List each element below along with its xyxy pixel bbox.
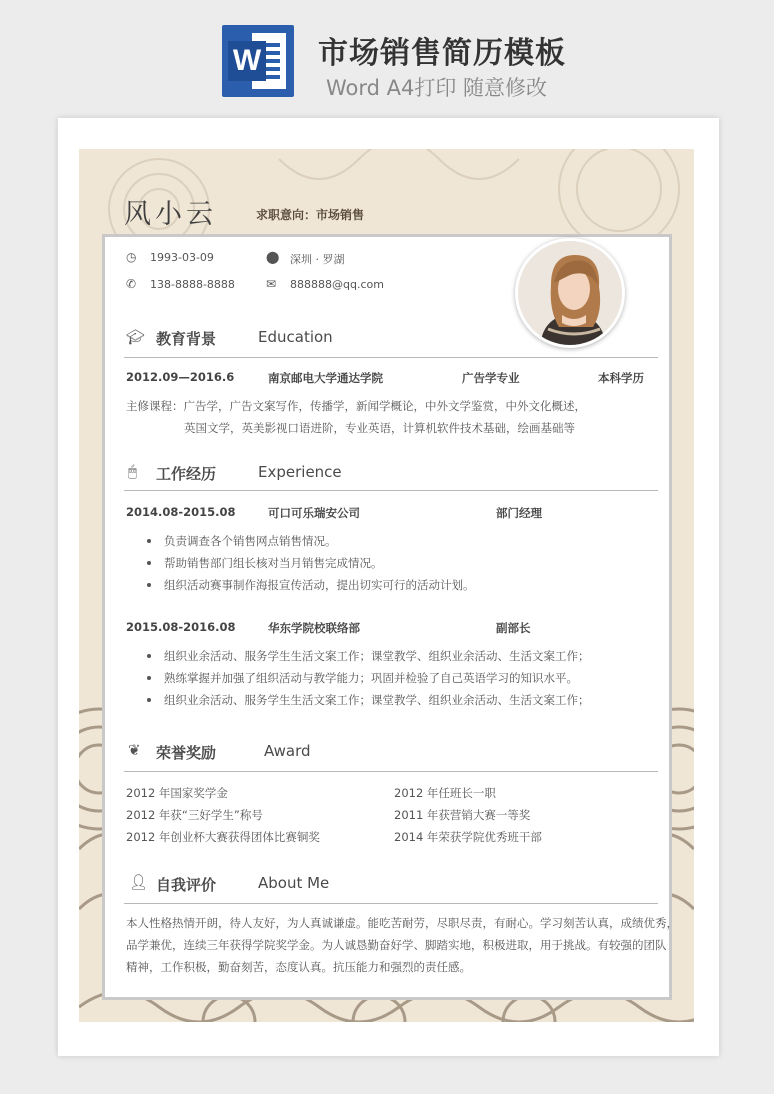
award-divider — [124, 771, 658, 772]
banner-subtitle: Word A4打印 随意修改 — [326, 76, 548, 100]
phone: ✆ 138-8888-8888 — [126, 277, 235, 291]
experience-title-en: Experience — [258, 463, 342, 481]
award-left-1: 2012 年国家奖学金 — [126, 786, 228, 800]
bullet — [147, 676, 151, 680]
template-banner — [0, 0, 774, 110]
award-title-cn: 荣誉奖励 — [156, 744, 217, 762]
about-divider — [124, 903, 658, 904]
word-logo-letter: W — [228, 41, 266, 81]
education-title-en: Education — [258, 328, 333, 346]
word-logo-icon — [222, 25, 294, 97]
about-line-3: 精神，工作积极，勤奋刻苦，态度认真。抗压能力和强烈的责任感。 — [126, 960, 471, 974]
education-courses-line2: 英国文学，英美影视口语进阶，专业英语，计算机软件技术基础，绘画基础等 — [184, 421, 575, 435]
job-intent: 求职意向：市场销售 — [256, 208, 365, 222]
job-2-duty-1: 组织业余活动、服务学生生活文案工作；课堂教学、组织业余活动、生活文案工作； — [164, 649, 590, 663]
job-2-duty-3: 组织业余活动、服务学生生活文案工作；课堂教学、组织业余活动、生活文案工作； — [164, 693, 590, 707]
job-2-period: 2015.08-2016.08 — [126, 620, 236, 634]
bullet — [147, 698, 151, 702]
bullet — [147, 561, 151, 565]
education-degree: 本科学历 — [598, 371, 644, 385]
bullet — [147, 583, 151, 587]
job-2-duty-2: 熟练掌握并加强了组织活动与教学能力；巩固并检验了自己英语学习的知识水平。 — [164, 671, 578, 685]
job-1-position: 部门经理 — [496, 506, 542, 520]
job-1-duty-3: 组织活动赛事制作海报宣传活动，提出切实可行的活动计划。 — [164, 578, 475, 592]
about-title-cn: 自我评价 — [156, 876, 217, 894]
education-title-cn: 教育背景 — [156, 330, 217, 348]
award-left-3: 2012 年创业杯大赛获得团体比赛铜奖 — [126, 830, 320, 844]
award-right-1: 2012 年任班长一职 — [394, 786, 496, 800]
mouse-icon: 🖱︎ — [128, 462, 138, 480]
bullet — [147, 654, 151, 658]
award-title-en: Award — [264, 742, 311, 760]
experience-title-cn: 工作经历 — [156, 465, 217, 483]
graduation-cap-icon: 🎓︎ — [126, 328, 146, 346]
location-pin-icon: ⬤ — [266, 250, 280, 264]
leaf-icon: ❦ — [128, 741, 141, 759]
award-right-2: 2011 年获营销大赛一等奖 — [394, 808, 531, 822]
birth-date: ◷ 1993-03-09 — [126, 250, 214, 264]
about-title-en: About Me — [258, 874, 330, 892]
email-icon: ✉ — [266, 277, 277, 291]
clock-icon: ◷ — [126, 250, 137, 264]
education-period: 2012.09—2016.6 — [126, 370, 235, 384]
job-1-duty-2: 帮助销售部门组长核对当月销售完成情况。 — [164, 556, 383, 570]
experience-divider — [124, 490, 658, 491]
about-line-2: 品学兼优，连续三年获得学院奖学金。为人诚恳勤奋好学、脚踏实地，积极进取，用于挑战。有较强的团队 — [126, 938, 667, 952]
job-2-position: 副部长 — [496, 621, 531, 635]
job-1-period: 2014.08-2015.08 — [126, 505, 236, 519]
job-1-duty-1: 负责调查各个销售网点销售情况。 — [164, 534, 337, 548]
job-2-company: 华东学院校联络部 — [268, 621, 360, 635]
email: ✉ 888888@qq.com — [266, 277, 384, 291]
education-divider — [124, 357, 658, 358]
award-right-3: 2014 年荣获学院优秀班干部 — [394, 830, 542, 844]
award-left-2: 2012 年获“三好学生”称号 — [126, 808, 263, 822]
education-major: 广告学专业 — [462, 371, 520, 385]
candidate-name: 风小云 — [124, 199, 217, 230]
education-courses-line1: 主修课程：广告学，广告文案写作，传播学，新闻学概论，中外文学鉴赏，中外文化概述， — [126, 399, 586, 413]
about-line-1: 本人性格热情开朗，待人友好，为人真诚谦虚。能吃苦耐劳，尽职尽责，有耐心。学习刻苦认真，成绩优秀， — [126, 916, 678, 930]
phone-icon: ✆ — [126, 277, 137, 291]
education-school: 南京邮电大学通达学院 — [268, 371, 383, 385]
location: ⬤ 深圳 · 罗湖 — [266, 250, 345, 266]
job-1-company: 可口可乐瑞安公司 — [268, 506, 360, 520]
person-icon: 👤︎ — [129, 873, 149, 891]
avatar — [515, 238, 625, 348]
banner-title: 市场销售简历模板 — [318, 36, 566, 71]
bullet — [147, 539, 151, 543]
